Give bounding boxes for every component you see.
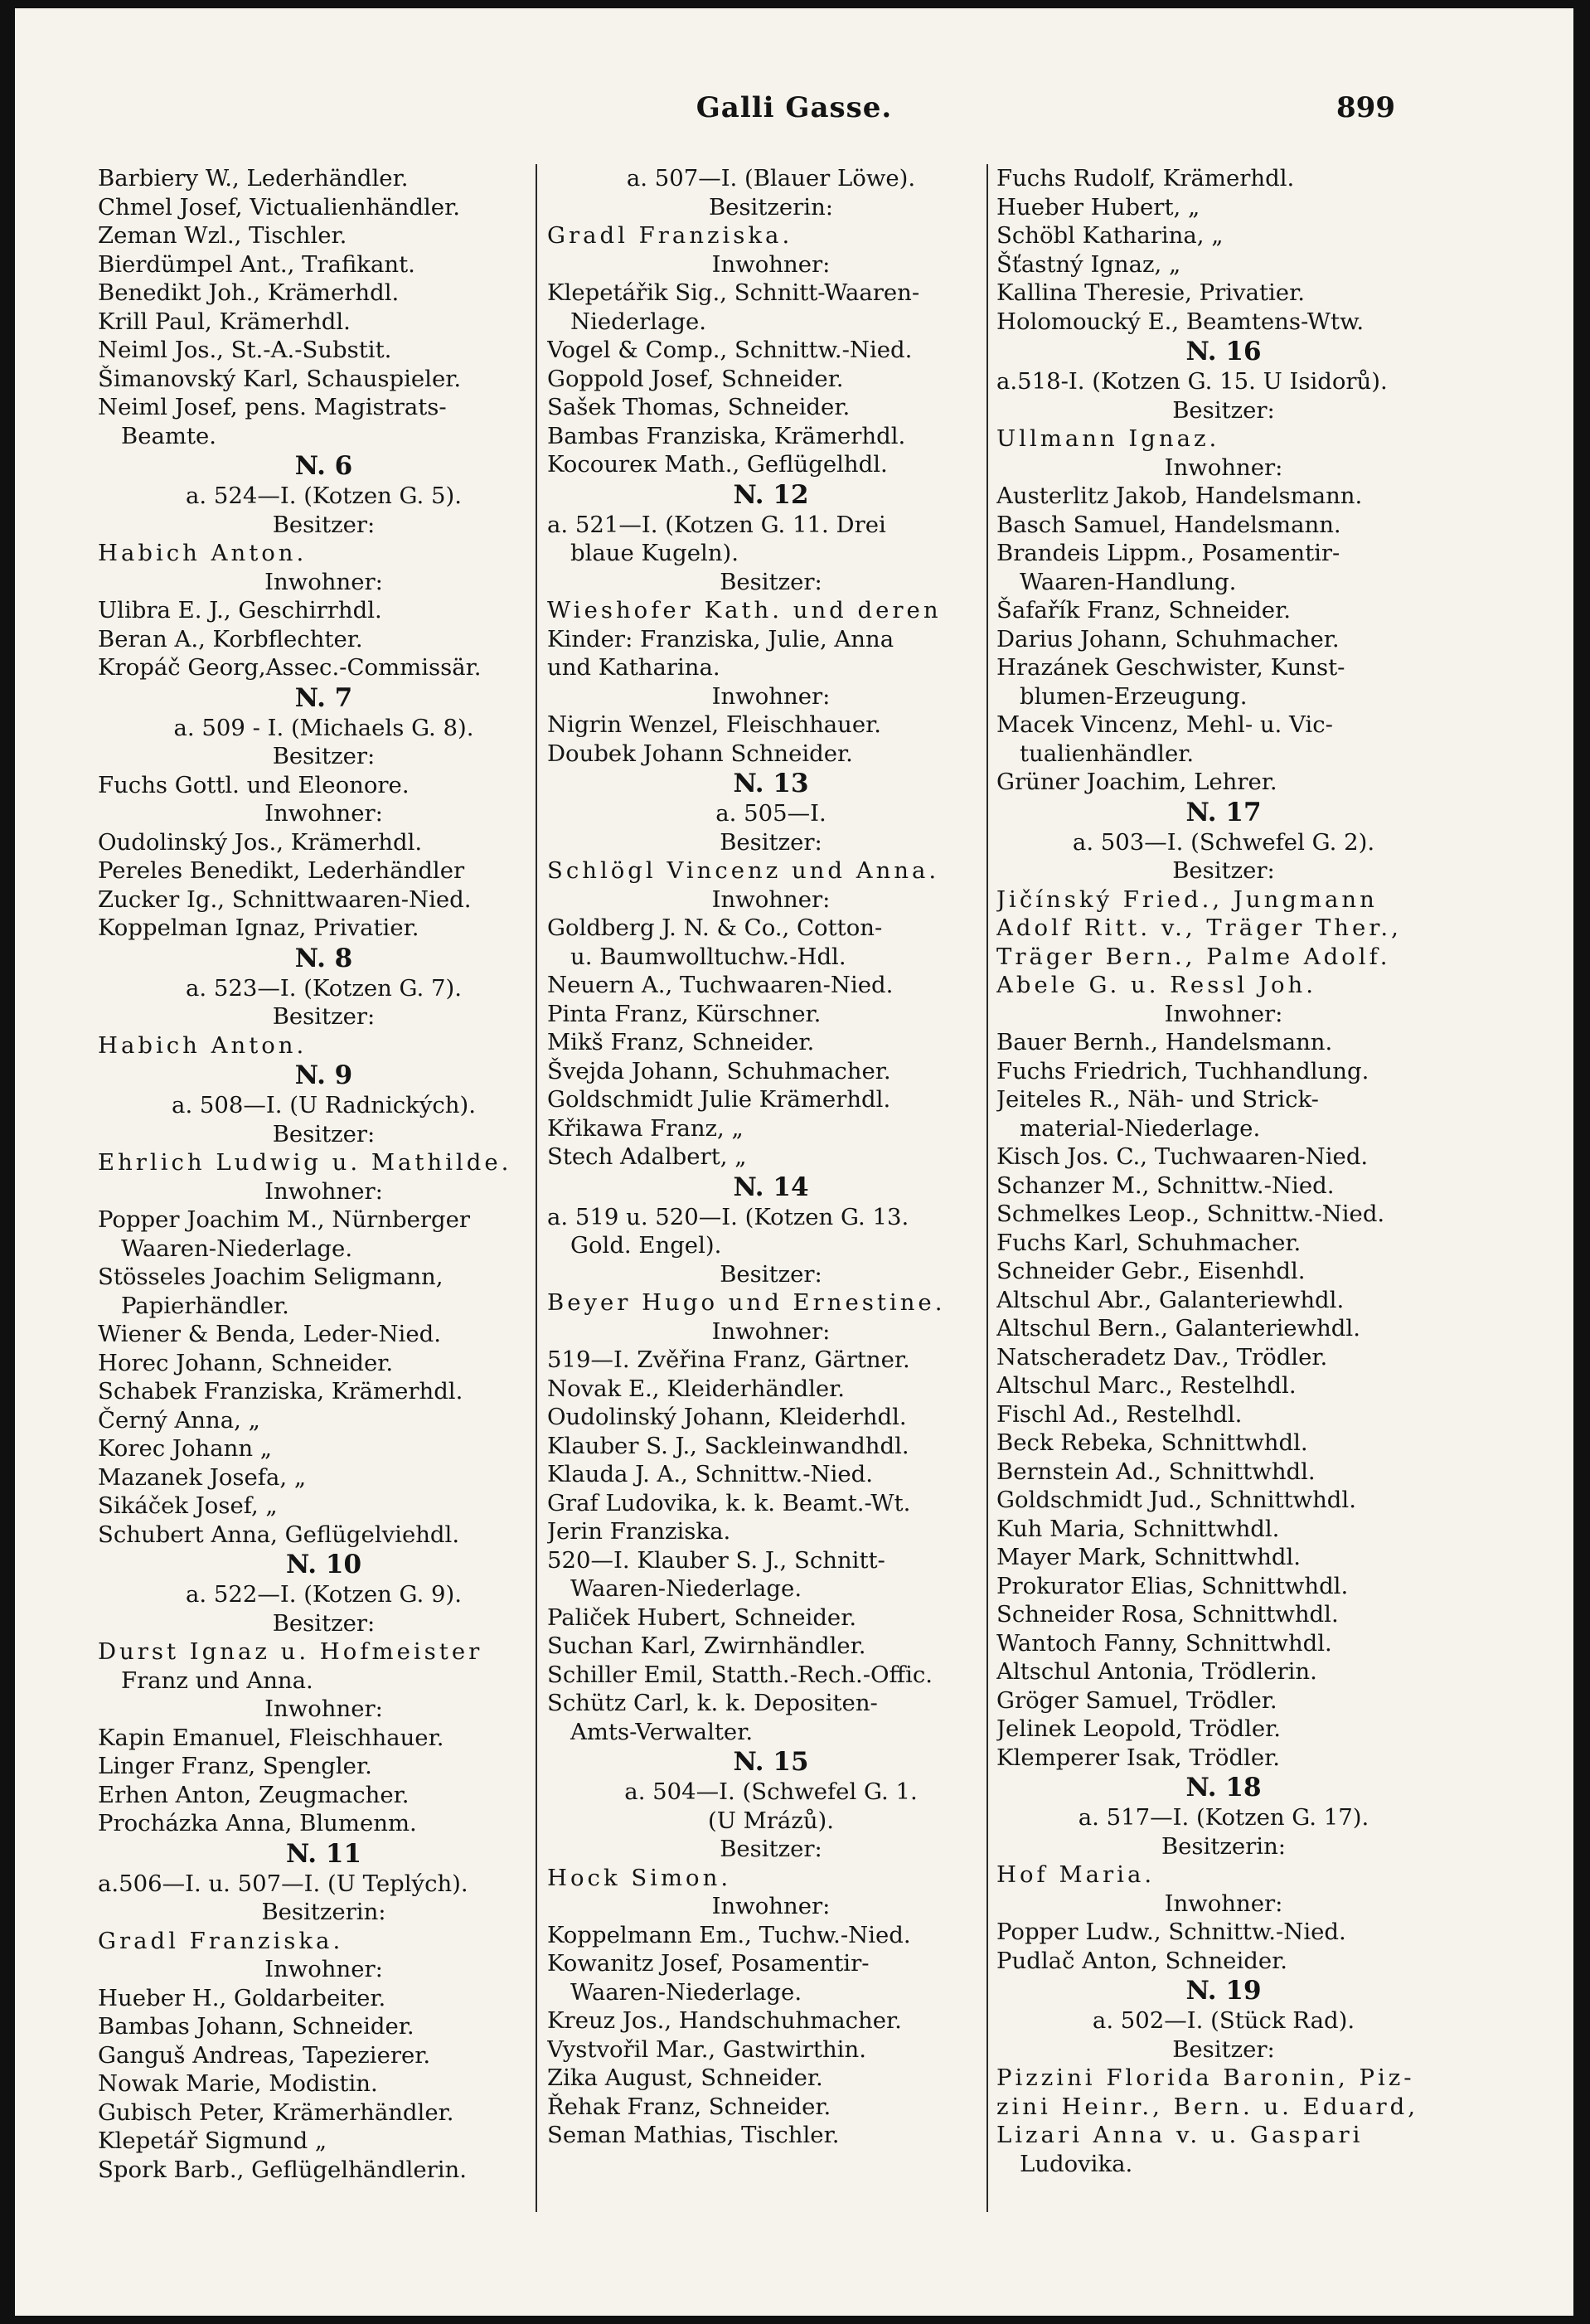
directory-entry: Oudolinský Johann, Kleiderhdl.	[547, 1404, 907, 1430]
directory-entry: Neiml Jos., St.-A.-Substit.	[98, 337, 392, 363]
directory-entry: Bauer Bernh., Handelsmann.	[996, 1029, 1333, 1055]
address-line: Inwohner:	[711, 1317, 831, 1345]
entry-continuation: Niederlage.	[570, 308, 706, 335]
address-line: Besitzer:	[272, 1609, 376, 1637]
column-2	[547, 164, 995, 2150]
address-line: Inwohner:	[1164, 1000, 1283, 1027]
column-divider	[986, 164, 988, 2212]
directory-entry: Korec Johann „	[98, 1435, 273, 1462]
directory-entry: Suchan Karl, Zwirnhändler.	[547, 1633, 866, 1659]
owner-entry: Gradl Franziska.	[547, 222, 793, 249]
entry-continuation: Gold. Engel).	[570, 1232, 722, 1259]
directory-entry: Hrazánek Geschwister, Kunst-	[996, 654, 1345, 681]
directory-entry: Schiller Emil, Statth.-Rech.-Offic.	[547, 1661, 933, 1688]
address-line: Besitzer:	[1172, 396, 1275, 424]
directory-entry: Goldberg J. N. & Co., Cotton-	[547, 915, 883, 941]
address-line: Besitzerin:	[1161, 1832, 1287, 1860]
directory-entry: Procházka Anna, Blumenm.	[98, 1810, 417, 1836]
house-number-heading: N. 18	[1185, 1773, 1262, 1802]
owner-entry: Pizzini Florida Baronin, Piz-	[996, 2064, 1415, 2091]
owner-entry: zini Heinr., Bern. u. Eduard,	[996, 2093, 1418, 2120]
address-line: Inwohner:	[1164, 454, 1283, 481]
address-line: a. 522—I. (Kotzen G. 9).	[185, 1581, 462, 1608]
directory-entry: Kowanitz Josef, Posamentir-	[547, 1950, 870, 1977]
directory-entry: Altschul Marc., Restelhdl.	[996, 1372, 1297, 1399]
directory-entry: Hueber H., Goldarbeiter.	[98, 1984, 386, 2011]
directory-entry: Schneider Rosa, Schnittwhdl.	[996, 1601, 1339, 1628]
directory-entry: Zucker Ig., Schnittwaaren-Nied.	[98, 885, 472, 913]
directory-entry: Schmelkes Leop., Schnittw.-Nied.	[996, 1201, 1385, 1227]
directory-entry: Fischl Ad., Restelhdl.	[996, 1400, 1243, 1428]
directory-entry: Krill Paul, Krämerhdl.	[98, 308, 351, 335]
address-line: Besitzerin:	[261, 1899, 386, 1925]
directory-entry: Oudolinský Jos., Krämerhdl.	[98, 828, 423, 856]
directory-entry: Wantoch Fanny, Schnittwhdl.	[996, 1629, 1332, 1657]
directory-entry: Stösseles Joachim Seligmann,	[98, 1264, 444, 1290]
house-number-heading: N. 11	[285, 1838, 362, 1869]
directory-entry: Darius Johann, Schuhmacher.	[996, 625, 1340, 653]
directory-entry: a.518-I. (Kotzen G. 15. U Isidorů).	[996, 368, 1388, 395]
house-number-heading: N. 6	[294, 451, 353, 481]
directory-entry: Zika August, Schneider.	[547, 2064, 823, 2091]
directory-entry: Bambas Johann, Schneider.	[98, 2013, 414, 2040]
directory-entry: Novak E., Kleiderhändler.	[547, 1375, 846, 1402]
address-line: Besitzer:	[272, 511, 376, 538]
entry-continuation: blumen-Erzeugung.	[1020, 682, 1248, 710]
address-line: Besitzer:	[720, 1260, 822, 1288]
directory-entry: Seman Mathias, Tischler.	[547, 2122, 840, 2148]
directory-entry: Wiener & Benda, Leder-Nied.	[98, 1321, 441, 1347]
directory-entry: Fuchs Friedrich, Tuchhandlung.	[996, 1057, 1369, 1084]
directory-entry: Černý Anna, „	[98, 1406, 260, 1434]
directory-entry: Pereles Benedikt, Lederhändler	[98, 857, 465, 884]
directory-entry: und Katharina.	[547, 654, 720, 681]
directory-entry: Neuern A., Tuchwaaren-Nied.	[547, 972, 894, 998]
directory-entry: Gubisch Peter, Krämerhändler.	[98, 2098, 454, 2126]
directory-entry: Schabek Franziska, Krämerhdl.	[98, 1378, 463, 1405]
directory-entry: Beck Rebeka, Schnittwhdl.	[996, 1429, 1308, 1456]
directory-entry: Schneider Gebr., Eisenhdl.	[996, 1258, 1306, 1284]
address-line: a. 508—I. (U Radnických).	[172, 1092, 476, 1118]
address-line: Besitzer:	[1172, 857, 1275, 884]
address-line: a. 517—I. (Kotzen G. 17).	[1078, 1804, 1369, 1831]
house-number-heading: N. 17	[1185, 797, 1262, 827]
directory-entry: Mikš Franz, Schneider.	[547, 1029, 815, 1055]
directory-entry: Holomoucký E., Beamtens-Wtw.	[996, 308, 1365, 335]
entry-continuation: Beamte.	[121, 422, 217, 449]
entry-continuation: Waaren-Handlung.	[1020, 568, 1237, 595]
address-line: a. 505—I.	[715, 800, 827, 827]
column-3	[996, 164, 1451, 2178]
owner-entry: Adolf Ritt. v., Träger Ther.,	[996, 915, 1402, 941]
address-line: a. 524—I. (Kotzen G. 5).	[185, 483, 462, 509]
directory-entry: Klauber S. J., Sackleinwandhdl.	[547, 1432, 909, 1459]
directory-entry: Šťastný Ignaz, „	[996, 250, 1181, 278]
directory-entry: Paliček Hubert, Schneider.	[547, 1604, 857, 1631]
directory-entry: Altschul Antonia, Trödlerin.	[996, 1658, 1317, 1685]
directory-entry: Austerlitz Jakob, Handelsmann.	[996, 483, 1363, 509]
directory-entry: Fuchs Gottl. und Eleonore.	[98, 771, 410, 798]
directory-entry: Koppelmann Em., Tuchw.-Nied.	[547, 1921, 911, 1948]
directory-entry: Grüner Joachim, Lehrer.	[996, 769, 1277, 795]
entry-continuation: tualienhändler.	[1020, 740, 1195, 767]
entry-continuation: Ludovika.	[1020, 2150, 1133, 2177]
directory-entry: Spork Barb., Geflügelhändlerin.	[98, 2156, 467, 2183]
directory-entry: Kocoureк Math., Geflügelhdl.	[547, 451, 888, 478]
directory-entry: Kapin Emanuel, Fleischhauer.	[98, 1724, 444, 1751]
entry-continuation: Waaren-Niederlage.	[570, 1575, 802, 1602]
directory-entry: Sašek Thomas, Schneider.	[547, 394, 851, 420]
owner-entry: Jičínský Fried., Jungmann	[996, 885, 1378, 913]
page-number: 899	[1336, 91, 1395, 124]
house-number-heading: N. 16	[1185, 337, 1262, 366]
directory-entry: Fuchs Rudolf, Krämerhdl.	[996, 165, 1295, 192]
directory-entry: Jelinek Leopold, Trödler.	[996, 1715, 1281, 1742]
address-line: a. 507—I. (Blauer Löwe).	[626, 165, 916, 192]
address-line: Inwohner:	[264, 1177, 383, 1205]
directory-entry: Pudlač Anton, Schneider.	[996, 1947, 1288, 1974]
directory-entry: Doubek Johann Schneider.	[547, 740, 853, 767]
house-number-heading: N. 8	[294, 943, 353, 973]
entry-continuation: Papierhändler.	[121, 1292, 289, 1319]
entry-continuation: Waaren-Niederlage.	[570, 1978, 802, 2006]
directory-entry: Ganguš Andreas, Tapezierer.	[98, 2041, 431, 2069]
directory-entry: Bierdümpel Ant., Trafikant.	[98, 250, 415, 278]
house-number-heading: N. 12	[733, 479, 809, 510]
directory-entry: Sikáček Josef, „	[98, 1492, 278, 1519]
address-line: Inwohner:	[1164, 1890, 1283, 1917]
directory-entry: Šafařík Franz, Schneider.	[996, 597, 1291, 623]
house-number-heading: N. 13	[733, 769, 809, 798]
entry-continuation: Franz und Anna.	[121, 1667, 313, 1694]
directory-entry: Schöbl Katharina, „	[996, 222, 1224, 249]
directory-entry: Jeiteles R., Näh- und Strick-	[996, 1086, 1319, 1113]
address-line: Besitzer:	[720, 1836, 822, 1862]
directory-entry: Goldschmidt Jud., Schnittwhdl.	[996, 1487, 1356, 1513]
entry-continuation: u. Baumwolltuchw.-Hdl.	[570, 943, 846, 970]
directory-entry: Švejda Johann, Schuhmacher.	[547, 1057, 891, 1084]
directory-entry: Basch Samuel, Handelsmann.	[996, 511, 1341, 538]
directory-entry: Horec Johann, Schneider.	[98, 1349, 394, 1376]
owner-entry: Ullmann Ignaz.	[996, 425, 1220, 452]
house-number-heading: N. 15	[733, 1747, 809, 1777]
directory-entry: Beran A., Korbflechter.	[98, 625, 363, 653]
directory-entry: Bernstein Ad., Schnittwhdl.	[996, 1458, 1316, 1485]
directory-entry: Ulibra E. J., Geschirrhdl.	[98, 597, 382, 623]
address-line: Besitzer:	[1172, 2035, 1275, 2063]
directory-entry: Goppold Josef, Schneider.	[547, 365, 844, 392]
address-line: Inwohner:	[711, 885, 831, 913]
directory-entry: Schanzer M., Schnittw.-Nied.	[996, 1172, 1335, 1199]
address-line: Besitzerin:	[708, 193, 834, 221]
directory-entry: Natscheradetz Dav., Trödler.	[996, 1343, 1328, 1371]
directory-entry: 519—I. Zvěřina Franz, Gärtner.	[547, 1346, 910, 1373]
directory-entry: Pinta Franz, Kürschner.	[547, 1000, 822, 1027]
owner-entry: Hof Maria.	[996, 1861, 1156, 1888]
directory-entry: Kreuz Jos., Handschuhmacher.	[547, 2007, 902, 2034]
address-line: Inwohner:	[264, 800, 383, 827]
directory-entry: Kisch Jos. C., Tuchwaaren-Nied.	[996, 1143, 1369, 1170]
directory-entry: Chmel Josef, Victualienhändler.	[98, 193, 460, 221]
directory-entry: Linger Franz, Spengler.	[98, 1753, 372, 1779]
directory-entry: Vystvořil Mar., Gastwirthin.	[547, 2035, 866, 2063]
directory-entry: a. 521—I. (Kotzen G. 11. Drei	[547, 511, 886, 538]
directory-entry: Stech Adalbert, „	[547, 1143, 747, 1170]
address-line: Inwohner:	[264, 568, 383, 595]
directory-entry: Popper Joachim M., Nürnberger	[98, 1206, 471, 1233]
directory-entry: Jerin Franziska.	[547, 1518, 731, 1545]
address-line: Besitzer:	[272, 1003, 376, 1030]
address-line: (U Mrázů).	[707, 1807, 834, 1834]
directory-entry: Řehak Franz, Schneider.	[547, 2093, 831, 2120]
directory-entry: Vogel & Comp., Schnittw.-Nied.	[547, 337, 913, 363]
directory-entry: Kropáč Georg,Assec.-Commissär.	[98, 654, 482, 681]
owner-entry: Hock Simon.	[547, 1864, 732, 1891]
directory-entry: a.506—I. u. 507—I. (U Teplých).	[98, 1870, 468, 1897]
directory-entry: Barbiery W., Lederhändler.	[98, 165, 409, 192]
address-line: Inwohner:	[711, 1893, 831, 1919]
directory-entry: Macek Vincenz, Mehl- u. Vic-	[996, 711, 1333, 738]
owner-entry: Habich Anton.	[98, 1031, 308, 1059]
address-line: a. 523—I. (Kotzen G. 7).	[185, 974, 462, 1002]
directory-entry: Klauda J. A., Schnittw.-Nied.	[547, 1461, 873, 1487]
directory-entry: Fuchs Karl, Schuhmacher.	[996, 1229, 1302, 1256]
owner-entry: Ehrlich Ludwig u. Mathilde.	[98, 1149, 512, 1176]
directory-entry: Kuh Maria, Schnittwhdl.	[996, 1515, 1280, 1542]
owner-entry: Beyer Hugo und Ernestine.	[547, 1289, 946, 1316]
owner-entry: Durst Ignaz u. Hofmeister	[98, 1638, 483, 1665]
directory-entry: Šimanovský Karl, Schauspieler.	[98, 365, 462, 392]
directory-entry: Klepetář Sigmund „	[98, 2128, 327, 2154]
address-line: Besitzer:	[272, 1120, 376, 1147]
owner-entry: Lizari Anna v. u. Gaspari	[996, 2122, 1364, 2148]
directory-entry: Altschul Abr., Galanteriewhdl.	[996, 1286, 1345, 1313]
owner-entry: Abele G. u. Ressl Joh.	[996, 972, 1316, 998]
directory-entry: Graf Ludovika, k. k. Beamt.-Wt.	[547, 1489, 911, 1516]
address-line: Besitzer:	[720, 828, 822, 856]
directory-entry: Brandeis Lippm., Posamentir-	[996, 540, 1340, 566]
directory-entry: Nowak Marie, Modistin.	[98, 2070, 378, 2097]
directory-entry: 520—I. Klauber S. J., Schnitt-	[547, 1546, 885, 1574]
owner-entry: Wieshofer Kath. und deren	[547, 597, 942, 623]
directory-entry: Bambas Franziska, Krämerhdl.	[547, 422, 906, 449]
house-number-heading: N. 9	[294, 1060, 353, 1090]
directory-entry: Goldschmidt Julie Krämerhdl.	[547, 1086, 891, 1113]
address-line: Besitzer:	[720, 568, 822, 595]
directory-entry: Schubert Anna, Geflügelviehdl.	[98, 1521, 460, 1548]
house-number-heading: N. 10	[285, 1550, 362, 1579]
directory-entry: Křikawa Franz, „	[547, 1114, 744, 1142]
entry-continuation: material-Niederlage.	[1020, 1114, 1261, 1142]
directory-entry: Neiml Josef, pens. Magistrats-	[98, 394, 447, 420]
directory-entry: Klemperer Isak, Trödler.	[996, 1744, 1280, 1771]
owner-entry: Gradl Franziska.	[98, 1927, 344, 1954]
house-number-heading: N. 7	[294, 682, 353, 713]
address-line: a. 503—I. (Schwefel G. 2).	[1072, 828, 1375, 856]
directory-entry: Hueber Hubert, „	[996, 193, 1200, 221]
directory-entry: Schütz Carl, k. k. Depositen-	[547, 1690, 878, 1716]
entry-continuation: blaue Kugeln).	[570, 540, 739, 566]
directory-entry: Kallina Theresie, Privatier.	[996, 279, 1305, 306]
house-number-heading: N. 14	[733, 1172, 809, 1202]
directory-entry: a. 519 u. 520—I. (Kotzen G. 13.	[547, 1203, 909, 1230]
owner-entry: Träger Bern., Palme Adolf.	[996, 943, 1391, 970]
directory-entry: Popper Ludw., Schnittw.-Nied.	[996, 1919, 1346, 1945]
directory-entry: Altschul Bern., Galanteriewhdl.	[996, 1315, 1360, 1342]
owner-entry: Schlögl Vincenz und Anna.	[547, 857, 940, 884]
page-title: Galli Gasse.	[696, 91, 893, 124]
directory-entry: Gröger Samuel, Trödler.	[996, 1686, 1277, 1714]
directory-entry: Benedikt Joh., Krämerhdl.	[98, 279, 400, 306]
directory-entry: Nigrin Wenzel, Fleischhauer.	[547, 711, 882, 738]
entry-continuation: Amts-Verwalter.	[570, 1718, 754, 1745]
directory-entry: Mazanek Josefa, „	[98, 1463, 307, 1491]
owner-entry: Habich Anton.	[98, 540, 308, 566]
house-number-heading: N. 19	[1185, 1976, 1262, 2006]
directory-entry: Mayer Mark, Schnittwhdl.	[996, 1544, 1302, 1570]
column-divider	[536, 164, 537, 2212]
directory-entry: Erhen Anton, Zeugmacher.	[98, 1781, 410, 1808]
directory-entry: Koppelman Ignaz, Privatier.	[98, 915, 419, 941]
entry-continuation: Waaren-Niederlage.	[121, 1235, 353, 1262]
directory-entry: Klepetářik Sig., Schnitt-Waaren-	[547, 279, 920, 306]
address-line: Inwohner:	[264, 1956, 383, 1982]
address-line: a. 502—I. (Stück Rad).	[1092, 2007, 1355, 2034]
address-line: a. 504—I. (Schwefel G. 1.	[624, 1778, 918, 1805]
address-line: a. 509 - I. (Michaels G. 8).	[173, 714, 474, 741]
column-1	[98, 164, 550, 2184]
address-line: Besitzer:	[272, 743, 376, 769]
address-line: Inwohner:	[711, 682, 831, 710]
address-line: Inwohner:	[264, 1696, 383, 1722]
directory-entry: Kinder: Franziska, Julie, Anna	[547, 625, 894, 653]
directory-entry: Zeman Wzl., Tischler.	[98, 222, 347, 249]
address-line: Inwohner:	[711, 250, 831, 278]
directory-page	[15, 8, 1573, 2316]
directory-entry: Prokurator Elias, Schnittwhdl.	[996, 1572, 1349, 1599]
